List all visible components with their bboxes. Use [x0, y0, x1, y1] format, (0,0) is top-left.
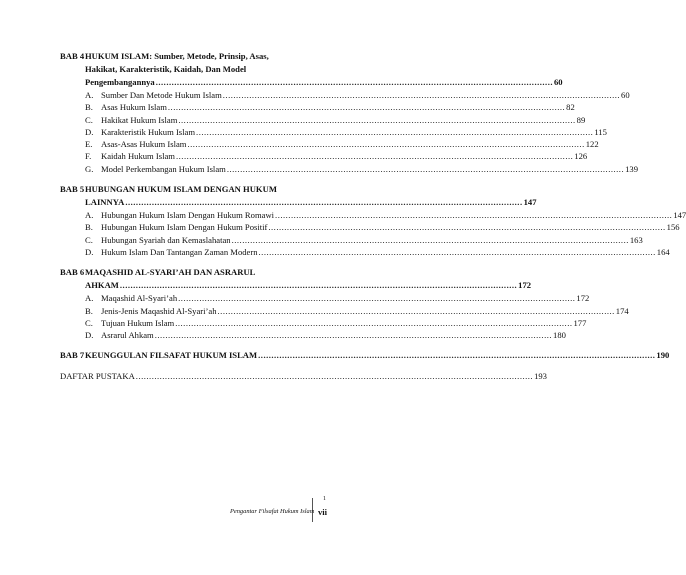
toc-entry: [60, 234, 643, 246]
bibliography-label: DAFTAR PUSTAKA: [60, 371, 135, 382]
chapter-page: 147: [523, 197, 537, 208]
chapter-bab-4: [60, 50, 638, 175]
dot-leader: [125, 196, 522, 209]
toc-entry: [60, 292, 590, 304]
entry-letter: C.: [85, 317, 93, 328]
entry-text: Karakteristik Hukum Islam: [101, 126, 196, 137]
entry-text: Asrarul Ahkam: [101, 330, 154, 341]
dot-leader: [168, 101, 565, 113]
entry-letter: A.: [85, 90, 94, 100]
entry-text: Hubungan Syariah dan Kemaslahatan: [101, 234, 231, 245]
dot-leader: [258, 349, 655, 362]
entry-page: 164: [656, 246, 670, 257]
dot-leader: [232, 234, 629, 246]
page-number: vii: [318, 507, 328, 517]
bibliography-entry: [60, 370, 547, 383]
table-of-contents: [60, 50, 686, 383]
entry-text: Maqashid Al-Syari’ah: [101, 293, 178, 304]
entry-text: Jenis-Jenis Maqashid Al-Syari’ah: [101, 305, 217, 316]
toc-entry: [60, 329, 566, 341]
entry-letter: D.: [85, 126, 94, 137]
dot-leader: [223, 89, 620, 101]
toc-entry: [60, 89, 630, 101]
entry-text: Asas Hukum Islam: [101, 102, 167, 113]
chapter-title: [85, 266, 531, 292]
toc-entry: [60, 126, 607, 138]
entry-letter: E.: [85, 139, 93, 150]
chapter-title: [85, 349, 669, 362]
entry-text: Hakikat Hukum Islam: [101, 114, 178, 125]
entry-text: Hubungan Hukum Islam Dengan Hukum Positif: [101, 222, 268, 233]
entry-page: 163: [629, 234, 643, 245]
dot-leader: [268, 221, 665, 233]
chapter-page: 60: [553, 77, 563, 87]
entry-letter: B.: [85, 222, 93, 233]
toc-entry: [60, 163, 638, 175]
entry-page: 172: [576, 293, 590, 304]
dot-leader: [227, 163, 624, 175]
running-title: Pengantar Filsafat Hukum Islam: [230, 508, 315, 515]
entry-letter: D.: [85, 246, 94, 257]
chapter-bab-5: [60, 183, 686, 258]
entry-letter: A.: [85, 293, 94, 304]
chapter-page: 190: [656, 350, 670, 361]
chapter-title-line: Hakikat, Karakteristik, Kaidah, Dan Model: [85, 64, 247, 74]
chapter-title: [85, 50, 563, 89]
toc-entry: [60, 138, 599, 150]
dot-leader: [178, 114, 575, 126]
entry-page: 89: [576, 114, 586, 125]
entry-text: Model Perkembangan Hukum Islam: [101, 163, 226, 174]
entry-letter: A.: [85, 210, 94, 221]
chapter-title-line: MAQASHID AL-SYARI’AH DAN ASRARUL: [85, 267, 256, 278]
dot-leader: [187, 138, 584, 150]
chapter-title-line: KEUNGGULAN FILSAFAT HUKUM ISLAM: [85, 350, 258, 361]
chapter-title-line: AHKAM: [85, 280, 119, 291]
chapter-bab-7: [60, 349, 670, 362]
entry-page: 156: [666, 222, 680, 233]
chapter-title-line: LAINNYA: [85, 197, 125, 208]
chapter-number: BAB 4: [60, 51, 85, 61]
chapter-title: [85, 183, 536, 209]
dot-leader: [155, 329, 552, 341]
entry-page: 174: [615, 305, 629, 316]
chapter-number: BAB 6: [60, 267, 85, 278]
dot-leader: [136, 370, 533, 383]
dot-leader: [178, 292, 575, 304]
dot-leader: [120, 279, 517, 292]
toc-entry: [60, 246, 670, 258]
entry-page: 180: [553, 330, 566, 341]
dot-leader: [196, 126, 593, 138]
chapter-bab-6: [60, 266, 629, 341]
toc-entry: [60, 101, 575, 113]
dot-leader: [175, 317, 572, 329]
chapter-title-line: HUBUNGAN HUKUM ISLAM DENGAN HUKUM: [85, 184, 277, 195]
entry-text: Hukum Islam Dan Tantangan Zaman Modern: [101, 246, 258, 257]
toc-entry: [60, 209, 686, 221]
entry-page: 147: [673, 210, 686, 221]
bibliography-page: 193: [534, 371, 547, 382]
entry-text: Sumber Dan Metode Hukum Islam: [101, 90, 222, 100]
entry-letter: B.: [85, 305, 93, 316]
chapter-title-line: HUKUM ISLAM: Sumber, Metode, Prinsip, Asas,: [85, 51, 269, 61]
dot-leader: [218, 305, 615, 317]
entry-page: 60: [621, 90, 630, 100]
chapter-title-line: Pengembangannya: [85, 77, 155, 87]
entry-letter: G.: [85, 163, 94, 174]
toc-entry: [60, 114, 586, 126]
chapter-page: 172: [518, 280, 532, 291]
toc-entry: [60, 150, 588, 162]
entry-text: Asas-Asas Hukum Islam: [101, 139, 187, 150]
entry-page: 126: [574, 151, 588, 162]
toc-entry: [60, 305, 629, 317]
chapter-number: BAB 5: [60, 184, 85, 195]
entry-text: Tujuan Hukum Islam: [101, 317, 175, 328]
entry-letter: B.: [85, 102, 93, 113]
toc-entry: [60, 221, 680, 233]
toc-entry: [60, 317, 587, 329]
dot-leader: [275, 209, 672, 221]
entry-text: Hubungan Hukum Islam Dengan Hukum Romawi: [101, 210, 275, 221]
entry-page: 82: [566, 102, 575, 113]
entry-letter: D.: [85, 330, 94, 341]
entry-letter: F.: [85, 151, 92, 162]
entry-letter: C.: [85, 234, 93, 245]
dot-leader: [176, 150, 573, 162]
entry-page: 139: [625, 163, 638, 174]
entry-page: 177: [573, 317, 587, 328]
entry-page: 115: [594, 126, 607, 137]
footer-small-number: 1: [323, 496, 326, 502]
dot-leader: [259, 246, 656, 258]
entry-page: 122: [585, 139, 599, 150]
entry-letter: C.: [85, 114, 93, 125]
dot-leader: [156, 76, 553, 89]
chapter-number: BAB 7: [60, 350, 85, 361]
entry-text: Kaidah Hukum Islam: [101, 151, 175, 162]
